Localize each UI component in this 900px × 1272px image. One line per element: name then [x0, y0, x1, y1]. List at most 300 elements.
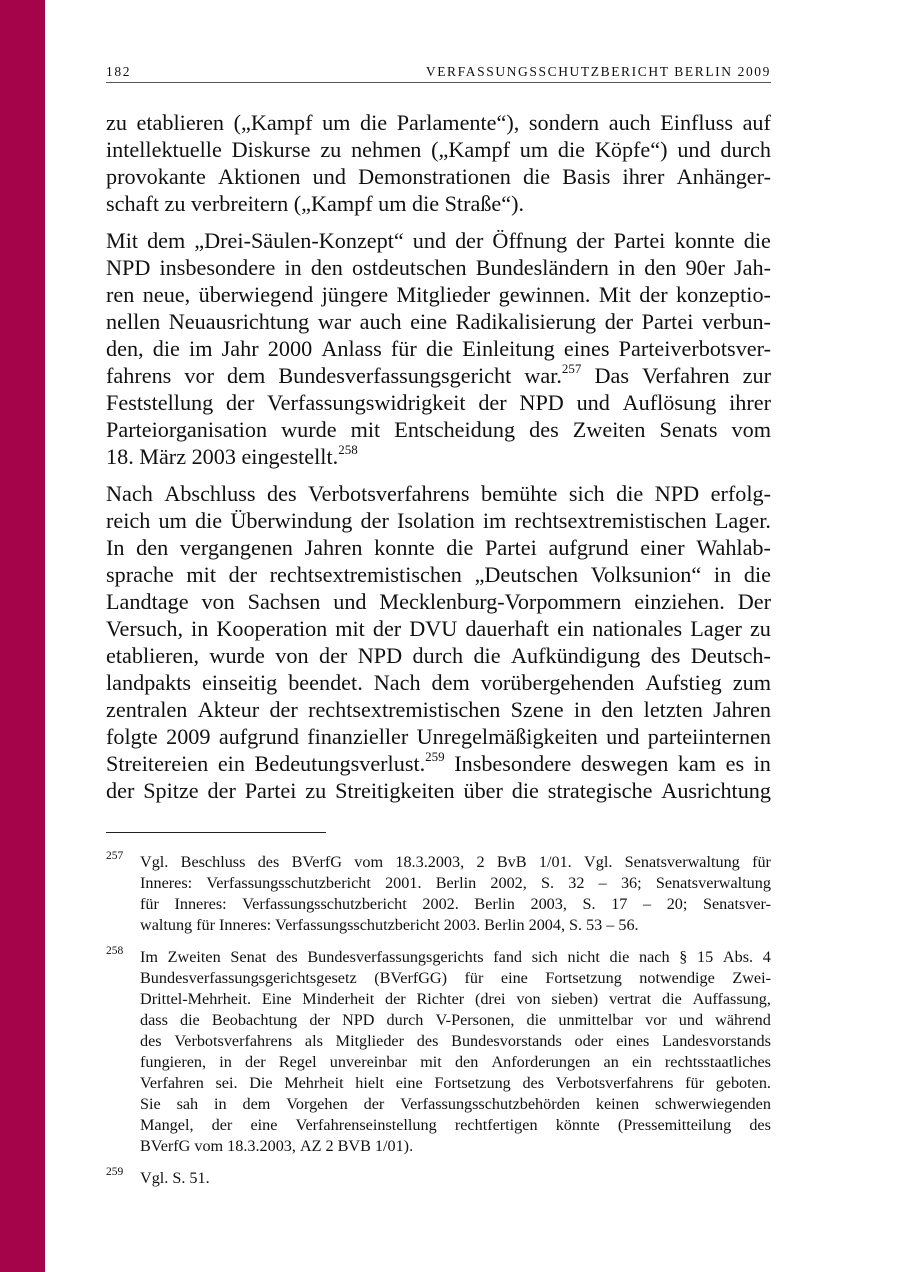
word: fungieren,: [140, 1053, 207, 1071]
footnote-number: 259: [106, 1166, 124, 1178]
word: rechtsstaatliches: [664, 1053, 771, 1071]
word: die: [179, 1011, 200, 1029]
word: eines: [616, 1032, 650, 1050]
word: von: [275, 643, 309, 668]
word: NPD: [519, 390, 564, 415]
word: Zweiten: [167, 948, 221, 966]
word: bemühte: [481, 481, 558, 506]
word: S.: [172, 1169, 186, 1187]
word: etablieren,: [106, 643, 200, 668]
word: V-Personen,: [435, 1011, 515, 1029]
word: Jahren: [713, 697, 771, 722]
word: sah: [176, 1095, 199, 1113]
word: Parteiverbotsver-: [618, 336, 771, 361]
word: durch: [720, 137, 771, 162]
word: die: [557, 137, 586, 162]
word: vor: [645, 1011, 667, 1029]
word: 1/01.: [538, 853, 572, 871]
footnote-line: [140, 1168, 771, 1189]
word: Verfahrenseinstellung: [295, 1116, 437, 1134]
word: Bundesverfassungsgericht: [278, 363, 512, 388]
word: in: [284, 255, 302, 280]
word: 18.3.2003,: [395, 853, 465, 871]
word: NPD: [342, 1011, 375, 1029]
word: Berlin: [435, 874, 477, 892]
word: 1/01).: [374, 1137, 414, 1155]
text-line: [106, 443, 771, 470]
word: Landesvorstands: [662, 1032, 771, 1050]
word: Aufstieg: [645, 670, 722, 695]
word: Jahren: [304, 535, 363, 560]
text-line: [106, 615, 771, 642]
word: konnte: [674, 228, 735, 253]
word: Senatsverwaltung: [624, 853, 740, 871]
word: und: [678, 1011, 704, 1029]
word: und: [412, 228, 447, 253]
word: vertrat: [608, 990, 652, 1008]
word: vom: [354, 853, 384, 871]
word: finanzieller: [307, 724, 409, 749]
word: sich: [531, 948, 558, 966]
word: 2009: [166, 724, 211, 749]
text-line: [106, 723, 771, 750]
word: 32: [568, 874, 585, 892]
word: für: [140, 895, 159, 913]
word: verbreitern: [190, 191, 289, 216]
text-line: [106, 281, 771, 308]
word: Verfassungswidrigkeit: [267, 390, 466, 415]
word: März: [139, 444, 187, 469]
word: in: [617, 255, 636, 280]
word: intellektuelle: [106, 137, 222, 162]
word: im: [482, 508, 507, 533]
word: zum: [732, 670, 771, 695]
word: die: [425, 336, 454, 361]
word: des: [650, 643, 681, 668]
word: für: [196, 916, 216, 934]
word: strategische: [547, 778, 653, 803]
word: durch: [386, 1011, 424, 1029]
word: unmittelbar: [558, 1011, 634, 1029]
word: auch: [608, 110, 651, 135]
word: rechtsextremistischen: [308, 697, 501, 722]
word: 4: [762, 948, 771, 966]
word: dem: [242, 1095, 271, 1113]
word: die: [152, 336, 180, 361]
word: und: [333, 589, 367, 614]
word: Verbotsverfahrens: [174, 1032, 293, 1050]
word: Minderheit: [302, 990, 375, 1008]
word: die: [609, 948, 630, 966]
word: auf: [742, 110, 771, 135]
word: nicht: [567, 948, 600, 966]
word: dauerhaft: [465, 616, 550, 641]
word: folgte: [106, 724, 158, 749]
word: Die: [249, 1074, 273, 1092]
footnote-line: [140, 989, 771, 1010]
word: Überwindung: [230, 508, 353, 533]
word: NPD: [654, 481, 700, 506]
word: an: [603, 1053, 619, 1071]
word: eine: [395, 1074, 423, 1092]
word: die: [743, 562, 771, 587]
word: schaft: [106, 191, 159, 216]
paragraph: [106, 480, 771, 804]
word: Partei: [641, 309, 694, 334]
word: nehmen: [351, 137, 422, 162]
paragraph: [106, 109, 771, 217]
word: Jah-: [734, 255, 771, 280]
word: Auflösung: [622, 390, 717, 415]
word: oder: [574, 1032, 604, 1050]
word: BVerfG: [291, 853, 342, 871]
word: Verfassungsschutzbericht: [275, 916, 440, 934]
word: wurde: [281, 417, 337, 442]
word: den: [601, 697, 634, 722]
word: dass: [140, 1011, 168, 1029]
word: DVU: [409, 616, 458, 641]
word: die: [360, 110, 388, 135]
word: den,: [106, 336, 144, 361]
word: ihrer: [729, 390, 771, 415]
word: Abs.: [722, 948, 754, 966]
word: Feststellung: [106, 390, 214, 415]
word: Mehrheit: [284, 1074, 344, 1092]
word: um: [158, 508, 187, 533]
word: des: [529, 417, 559, 442]
word: Mitglieder: [396, 282, 491, 307]
word: Mit: [106, 228, 139, 253]
word: provokante: [106, 164, 206, 189]
word: des: [522, 1074, 545, 1092]
word: 2003.: [443, 916, 481, 934]
word: NPD: [357, 643, 403, 668]
word: der: [269, 697, 298, 722]
word: 20;: [666, 895, 688, 913]
word: Isolation: [397, 508, 475, 533]
text-line: [106, 109, 771, 136]
word: die: [446, 535, 474, 560]
text-line: [106, 669, 771, 696]
word: mit: [420, 1053, 442, 1071]
word: deswegen: [580, 751, 669, 776]
word: rechtsextremistischen: [269, 562, 462, 587]
word: Lager.: [714, 508, 771, 533]
word: einer: [640, 535, 685, 560]
word: und: [312, 164, 346, 189]
word: die: [473, 643, 501, 668]
word: Der: [737, 589, 771, 614]
word: Nach: [373, 670, 421, 695]
word: war: [317, 309, 352, 334]
word: Einleitung: [462, 336, 555, 361]
word: zur: [742, 363, 771, 388]
word: von: [201, 589, 235, 614]
text-line: [106, 389, 771, 416]
word: für: [752, 853, 771, 871]
word: eine: [500, 969, 528, 987]
word: Ausrichtung: [661, 778, 771, 803]
word: zu: [305, 778, 327, 803]
word: Mit: [598, 282, 631, 307]
paragraph: [106, 227, 771, 470]
word: (BVerfGG): [374, 969, 448, 987]
word: Vgl.: [584, 853, 613, 871]
word: Wahlab-: [696, 535, 771, 560]
word: Fortsetzung: [545, 969, 622, 987]
word: 56.: [618, 916, 639, 934]
word: der: [639, 282, 668, 307]
word: während: [715, 1011, 771, 1029]
word: Parlamente“),: [396, 110, 520, 135]
word: vorübergehenden: [480, 670, 635, 695]
word: 51.: [189, 1169, 210, 1187]
word: ihrer: [622, 164, 665, 189]
word: Straße“).: [444, 191, 525, 216]
word: neue,: [142, 282, 191, 307]
word: Vgl.: [140, 1169, 169, 1187]
word: der: [372, 616, 402, 641]
word: die: [616, 481, 644, 506]
word: Unregelmäßigkeiten: [416, 724, 598, 749]
word: („Kampf: [233, 110, 313, 135]
text-line: [106, 696, 771, 723]
word: der: [228, 562, 258, 587]
word: Beschluss: [180, 853, 246, 871]
footnote-line: [140, 1031, 771, 1052]
running-title: VERFASSUNGSSCHUTZBERICHT BERLIN 2009: [425, 64, 771, 79]
word: In: [106, 535, 125, 560]
word: in: [713, 562, 732, 587]
word: gewinnen.: [498, 282, 591, 307]
word: (drei: [474, 990, 506, 1008]
word: 90er: [685, 255, 725, 280]
word: vergangenen: [179, 535, 293, 560]
word: konnte: [374, 535, 435, 560]
word: Partei: [244, 778, 297, 803]
word: beendet.: [288, 670, 363, 695]
word: die: [195, 508, 223, 533]
word: die: [661, 990, 682, 1008]
word: vor: [184, 363, 214, 388]
word: Partei: [613, 228, 666, 253]
body-text: [106, 109, 771, 814]
word: AZ: [299, 1137, 322, 1155]
word: Verfassungsschutzbehörden: [400, 1095, 581, 1113]
word: die: [523, 164, 551, 189]
word: rechtsextremistischen: [514, 508, 707, 533]
footnote-number: 258: [106, 945, 124, 957]
word: könnte: [555, 1116, 600, 1134]
word: zu: [164, 191, 186, 216]
word: Spitze: [143, 778, 199, 803]
text-line: [106, 777, 771, 804]
word: Versuch,: [106, 616, 184, 641]
word: Zwei-: [732, 969, 771, 987]
word: („Kampf: [293, 191, 373, 216]
word: den: [136, 535, 169, 560]
word: der: [309, 1011, 330, 1029]
word: letzten: [643, 697, 703, 722]
side-color-bar: [0, 0, 45, 1272]
word: über: [463, 778, 503, 803]
word: Aktionen: [217, 164, 301, 189]
word: nationales: [592, 616, 683, 641]
word: Inneres:: [174, 895, 227, 913]
word: die: [411, 191, 440, 216]
word: Verbotsverfahrens: [555, 1074, 674, 1092]
footnote-ref: 258: [338, 442, 358, 457]
word: vom: [194, 1137, 224, 1155]
word: als: [304, 1032, 323, 1050]
text-line: [106, 507, 771, 534]
word: 2003: [191, 444, 236, 469]
word: eine: [410, 309, 448, 334]
word: die: [511, 778, 539, 803]
word: des: [749, 1116, 771, 1134]
word: 18.: [106, 444, 134, 469]
footnote-line: [140, 968, 771, 989]
word: von: [516, 990, 541, 1008]
word: einseitig: [202, 670, 278, 695]
footnote-separator: [106, 832, 326, 833]
running-header: [106, 62, 771, 83]
word: jüngere: [321, 282, 389, 307]
word: den: [644, 255, 677, 280]
word: Bundesverfassungsgerichtsgesetz: [140, 969, 357, 987]
word: ein: [217, 751, 245, 776]
page-number: 182: [106, 64, 132, 79]
word: nach: [639, 948, 670, 966]
footnote-line: [140, 915, 771, 936]
text-line: [106, 308, 771, 335]
word: („Kampf: [431, 137, 510, 162]
word: geboten.: [715, 1074, 771, 1092]
word: Köpfe“): [594, 137, 668, 162]
word: (Pressemitteilung: [617, 1116, 732, 1134]
word: auch: [359, 309, 402, 334]
word: Kooperation: [216, 616, 328, 641]
word: fand: [493, 948, 523, 966]
text-line: [106, 362, 771, 389]
word: Vgl.: [140, 853, 169, 871]
word: S.: [582, 895, 596, 913]
word: Zweiten: [572, 417, 646, 442]
word: um: [322, 110, 351, 135]
word: der: [226, 390, 255, 415]
word: des: [276, 948, 298, 966]
word: der: [106, 778, 135, 803]
word: ren: [106, 282, 135, 307]
word: Neuausrichtung: [168, 309, 310, 334]
word: reich: [106, 508, 151, 533]
word: „Drei-Säulen-Konzept“: [194, 228, 404, 253]
word: des: [267, 481, 297, 506]
text-line: [106, 750, 771, 777]
word: einziehen.: [634, 589, 725, 614]
word: und: [576, 390, 610, 415]
word: Mangel,: [140, 1116, 194, 1134]
word: Anhänger-: [676, 164, 771, 189]
word: 2004,: [528, 916, 566, 934]
word: war.$^{257}$: [524, 361, 582, 388]
word: Richter: [416, 990, 465, 1008]
word: –: [598, 874, 607, 892]
word: des: [416, 1032, 439, 1050]
word: 2002,: [490, 874, 527, 892]
word: der: [604, 309, 634, 334]
word: Berlin: [474, 895, 515, 913]
word: Verfassungsschutzbericht: [206, 874, 371, 892]
footnote: [106, 1168, 771, 1189]
word: sei.: [215, 1074, 238, 1092]
word: Basis: [562, 164, 611, 189]
word: mit: [335, 616, 365, 641]
word: BVerfG: [140, 1137, 191, 1155]
word: ein: [557, 616, 585, 641]
word: Inneres:: [140, 874, 193, 892]
word: –: [606, 916, 615, 934]
word: Entscheidung: [394, 417, 516, 442]
word: des: [257, 853, 280, 871]
word: sondern: [528, 110, 600, 135]
word: S.: [541, 874, 555, 892]
footnote-line: [140, 873, 771, 894]
text-line: [106, 190, 771, 217]
word: keinen: [595, 1095, 640, 1113]
word: zu: [106, 110, 127, 135]
word: ein: [631, 1053, 652, 1071]
text-line: [106, 561, 771, 588]
word: die: [526, 1011, 547, 1029]
word: Demonstrationen: [358, 164, 511, 189]
word: Streitereien: [106, 751, 209, 776]
word: für: [390, 336, 417, 361]
word: zentralen: [106, 697, 188, 722]
word: Inneres:: [219, 916, 272, 934]
word: eine: [250, 1116, 278, 1134]
word: 2003,: [530, 895, 567, 913]
word: unvereinbar: [329, 1053, 408, 1071]
footnote-number: 257: [106, 850, 124, 862]
word: Volksunion“: [590, 562, 702, 587]
word: schwerwiegenden: [654, 1095, 771, 1113]
text-line: [106, 588, 771, 615]
word: in: [573, 697, 592, 722]
word: Landtage: [106, 589, 189, 614]
text-line: [106, 335, 771, 362]
footnote-line: [140, 852, 771, 873]
word: fahrens: [106, 363, 172, 388]
word: Das: [594, 363, 629, 388]
word: hielt: [355, 1074, 385, 1092]
word: Verfassungsschutzbericht: [242, 895, 407, 913]
text-line: [106, 136, 771, 163]
word: Senatsverwaltung: [655, 874, 771, 892]
word: der: [385, 990, 406, 1008]
word: der: [244, 1053, 266, 1071]
word: Lager: [690, 616, 742, 641]
word: ostdeutschen: [351, 255, 467, 280]
word: kam: [677, 751, 717, 776]
word: Parteiorganisation: [106, 417, 268, 442]
footnote-line: [140, 1136, 771, 1157]
footnotes: [106, 852, 771, 1200]
word: Szene: [510, 697, 564, 722]
word: Senats: [659, 417, 718, 442]
word: Sachsen: [247, 589, 321, 614]
word: sprache: [106, 562, 174, 587]
